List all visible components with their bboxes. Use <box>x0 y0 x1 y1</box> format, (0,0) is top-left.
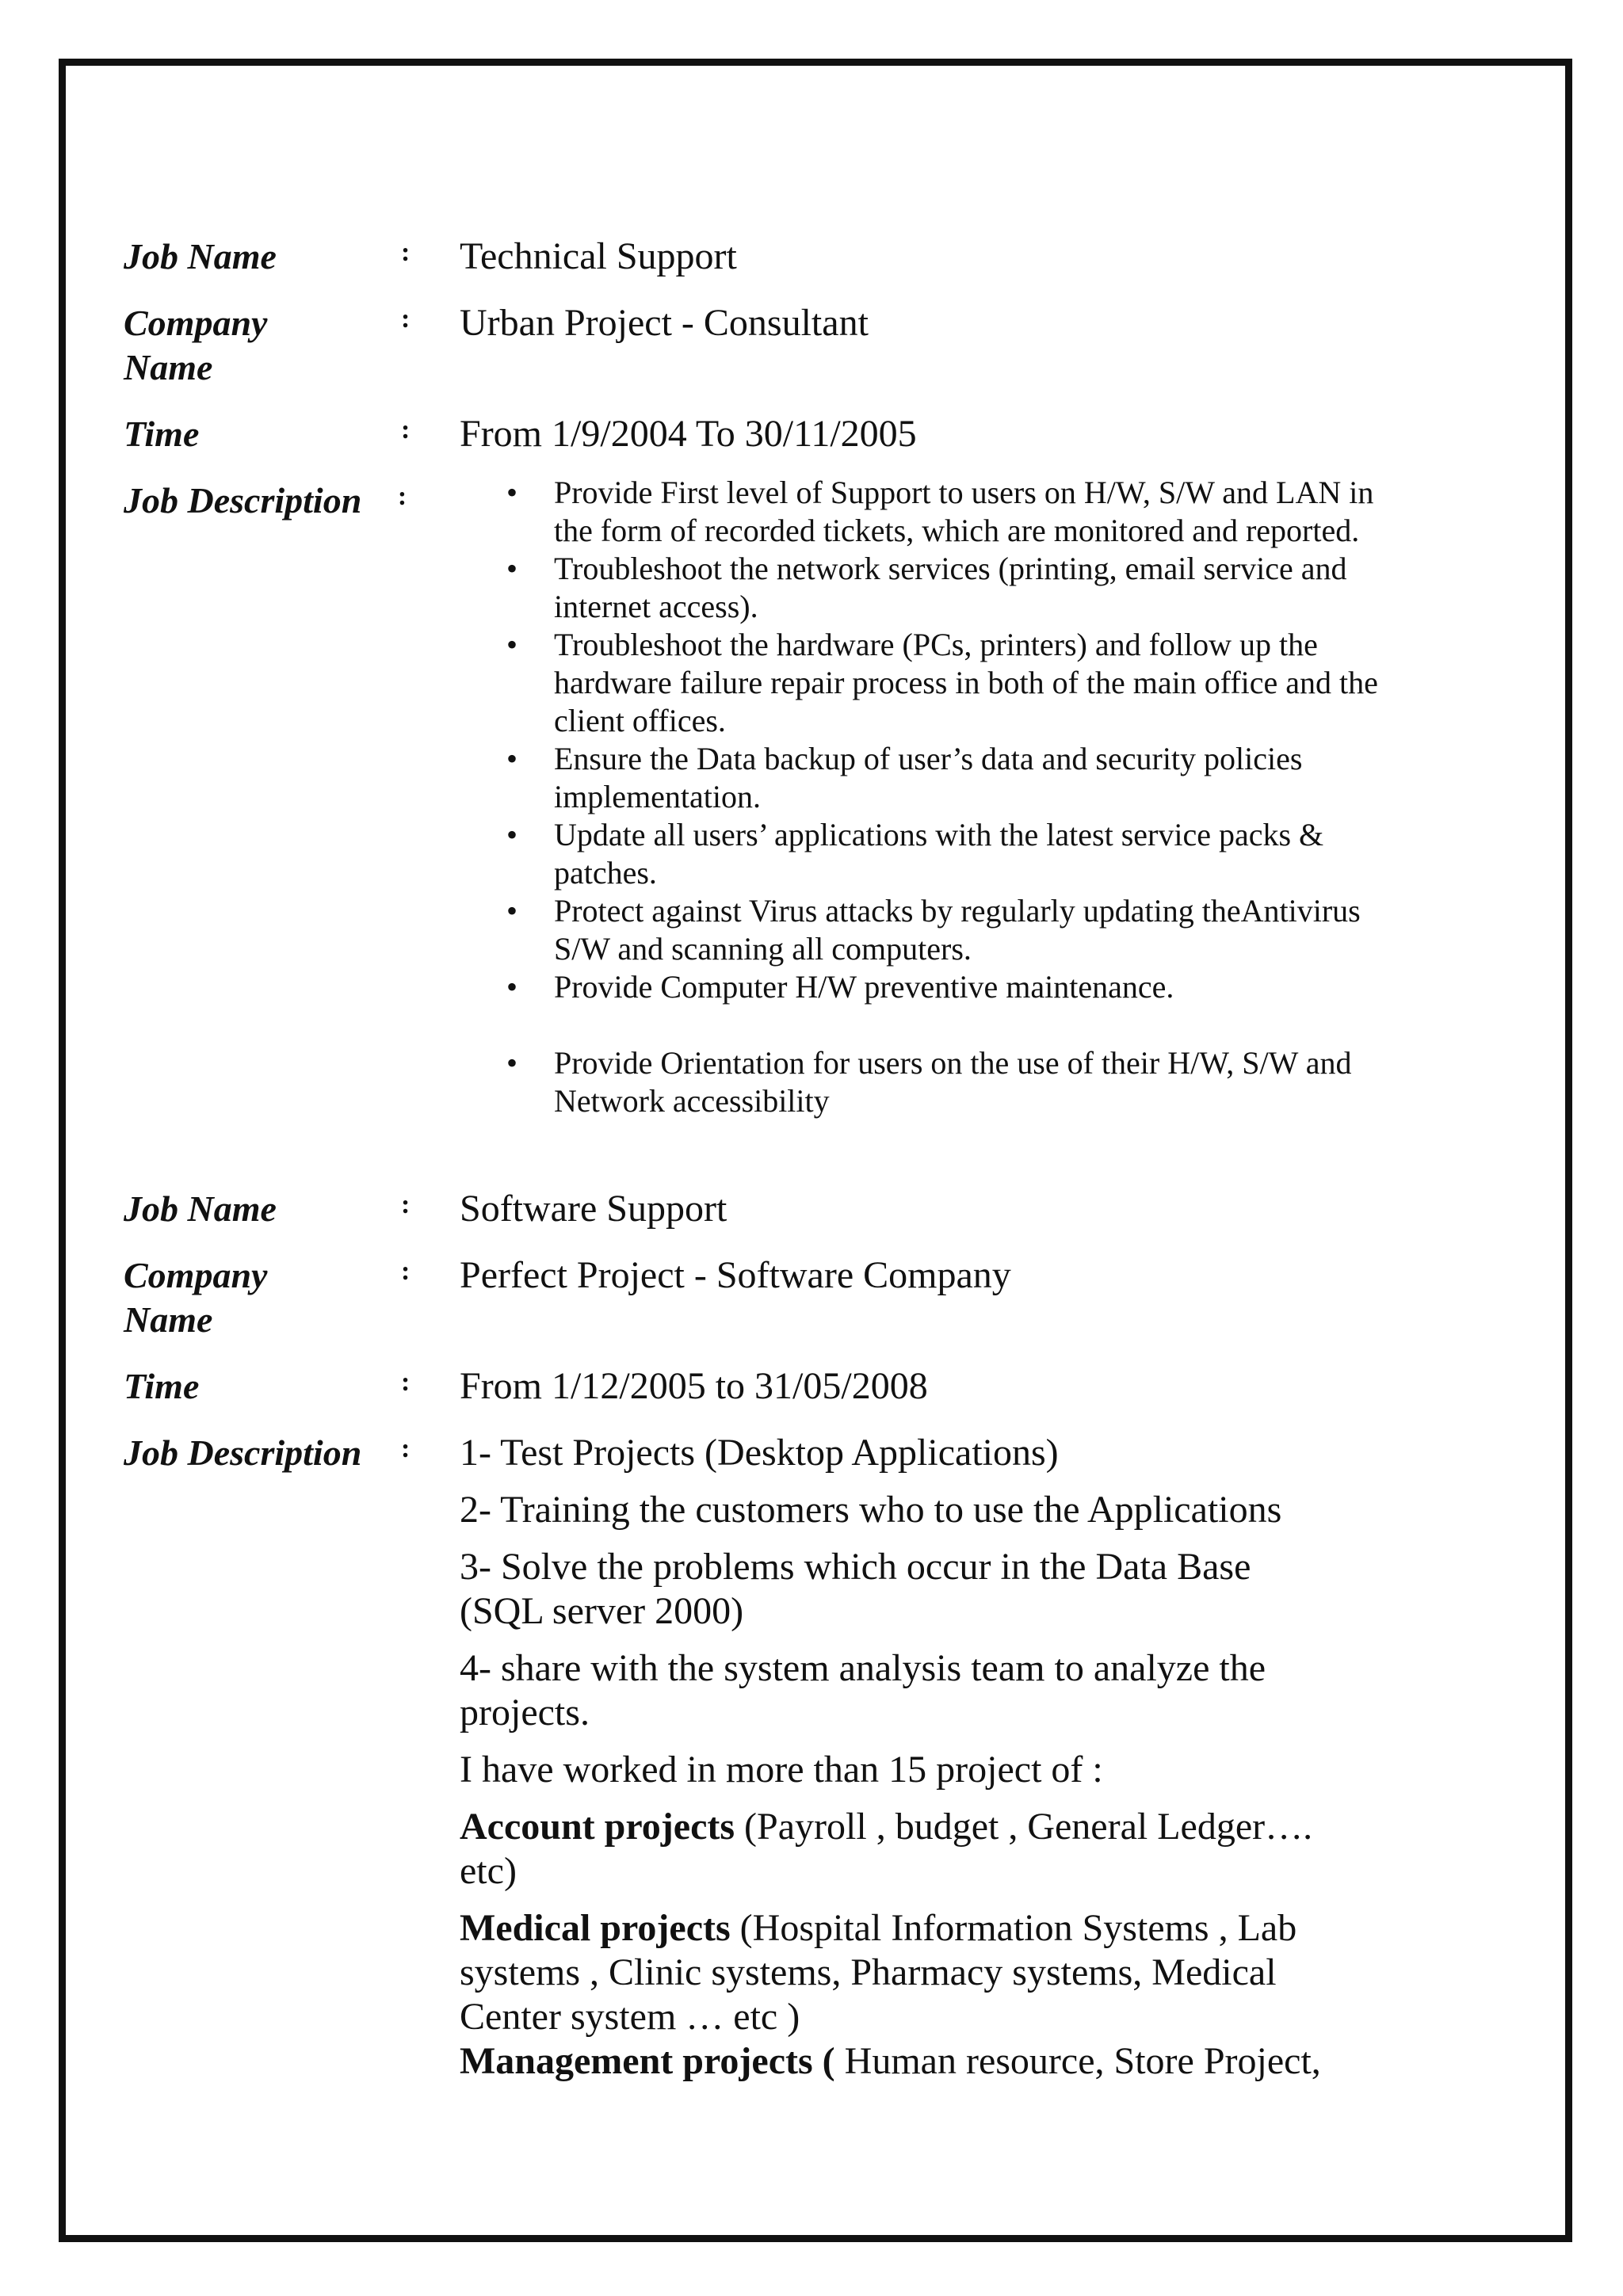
company-label-line-2: Name <box>124 347 213 387</box>
colon: : <box>401 304 411 334</box>
medical-projects <box>460 1906 1339 2039</box>
company-label <box>124 1253 401 1342</box>
job-name-label: Job Name <box>124 236 277 277</box>
management-projects-title: Management projects ( <box>460 2040 835 2082</box>
bullet-item: • Provide Orientation for users on the use of their H/W, S/W and Network accessibility <box>554 1044 1407 1120</box>
company-label-line-2: Name <box>124 1299 213 1340</box>
time-label: Time <box>124 414 200 454</box>
description-item: 1- Test Projects (Desktop Applications) <box>460 1432 1059 1474</box>
medical-projects-detail: (Hospital Information Systems , Lab systems , Clinic systems, Pharmacy systems, Medical Center system … etc ) <box>460 1907 1297 2038</box>
time-value: From 1/12/2005 to 31/05/2008 <box>460 1365 928 1407</box>
management-projects-detail: Human resource, Store Project, <box>834 2040 1321 2082</box>
bullet-item: • Provide First level of Support to users on H/W, S/W and LAN in the form of recorded tickets, which are monitored and reported. <box>554 474 1407 550</box>
bullet-item: • Update all users’ applications with the latest service packs & patches. <box>554 816 1407 892</box>
description-item: 2- Training the customers who to use the Applications <box>460 1489 1282 1531</box>
job-name-row-1 <box>124 235 1407 279</box>
colon: : <box>401 1257 411 1286</box>
company-row-2 <box>124 1253 1407 1342</box>
bullet-item: • Protect against Virus attacks by regularly updating theAntivirus S/W and scanning all computers. <box>554 892 1407 968</box>
job-description-label: Job Description <box>124 1432 362 1473</box>
time-row-2 <box>124 1364 1407 1409</box>
description-item: I have worked in more than 15 project of : <box>460 1749 1103 1791</box>
company-value: Urban Project - Consultant <box>460 302 869 344</box>
job-description-label: Job Description <box>124 480 362 521</box>
account-projects-detail: (Payroll , budget , General Ledger…. etc) <box>460 1806 1313 1892</box>
time-row-1 <box>124 412 1407 456</box>
description-item: 3- Solve the problems which occur in the Data Base (SQL server 2000) <box>460 1546 1251 1632</box>
bullet-item: • Ensure the Data backup of user’s data and security policies implementation. <box>554 740 1407 816</box>
job-description-bullets <box>456 474 1407 1120</box>
job-name-row-2 <box>124 1187 1407 1231</box>
bullet-item: • Troubleshoot the network services (printing, email service and internet access). <box>554 550 1407 626</box>
company-row-1 <box>124 301 1407 390</box>
colon: : <box>401 1190 411 1219</box>
company-label <box>124 301 401 390</box>
job-description-row-2 <box>124 1431 1407 2084</box>
job-description-items <box>460 1431 1339 2084</box>
colon: : <box>401 1367 411 1397</box>
company-label-line-1: Company <box>124 1255 268 1295</box>
management-projects <box>460 2039 1339 2084</box>
job-name-value: Technical Support <box>460 235 737 277</box>
account-projects <box>460 1805 1339 1894</box>
time-value: From 1/9/2004 To 30/11/2005 <box>460 413 917 455</box>
bullet-item: • Troubleshoot the hardware (PCs, printers) and follow up the hardware failure repair process in both of the main office and the client offices. <box>554 626 1407 740</box>
job-name-value: Software Support <box>460 1188 727 1230</box>
account-projects-title: Account projects <box>460 1806 735 1848</box>
colon: : <box>401 1434 411 1463</box>
colon: : <box>397 482 407 511</box>
colon: : <box>401 415 411 444</box>
job-description-row-1 <box>124 475 1407 1120</box>
resume-content <box>124 235 1407 2084</box>
time-label: Time <box>124 1366 200 1406</box>
medical-projects-title: Medical projects <box>460 1907 731 1949</box>
job-name-label: Job Name <box>124 1188 277 1229</box>
colon: : <box>401 238 411 267</box>
company-value: Perfect Project - Software Company <box>460 1254 1011 1296</box>
company-label-line-1: Company <box>124 303 268 343</box>
bullet-item: • Provide Computer H/W preventive maintenance. <box>554 968 1407 1006</box>
description-item: 4- share with the system analysis team to analyze the projects. <box>460 1647 1266 1733</box>
